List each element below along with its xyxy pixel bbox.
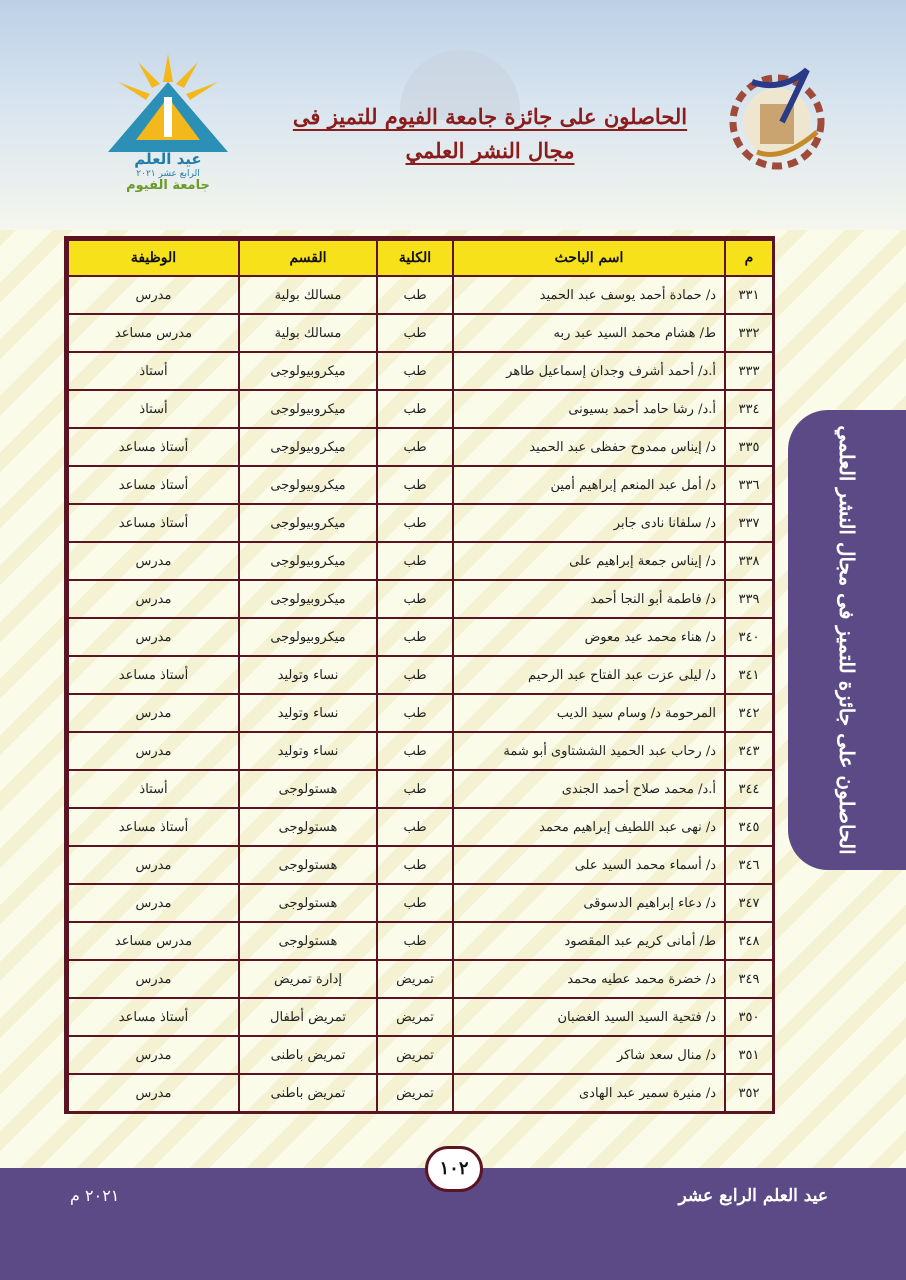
cell-researcher-name: د/ هناء محمد عيد معوض xyxy=(453,618,725,656)
cell-job-title: مدرس xyxy=(68,618,239,656)
table-row xyxy=(68,998,773,1036)
table-row xyxy=(68,884,773,922)
cell-department: تمريض باطنى xyxy=(239,1074,377,1112)
cell-row-number: ٣٥١ xyxy=(725,1036,773,1074)
cell-researcher-name: د/ خضرة محمد عطيه محمد xyxy=(453,960,725,998)
cell-researcher-name: د/ منيرة سمير عبد الهادى xyxy=(453,1074,725,1112)
table-row xyxy=(68,276,773,314)
table-row xyxy=(68,1074,773,1112)
cell-department: إدارة تمريض xyxy=(239,960,377,998)
cell-department: هستولوجى xyxy=(239,884,377,922)
cell-faculty: طب xyxy=(377,428,453,466)
table-row xyxy=(68,922,773,960)
cell-department: هستولوجى xyxy=(239,770,377,808)
cell-row-number: ٣٤٤ xyxy=(725,770,773,808)
cell-department: ميكروبيولوجى xyxy=(239,466,377,504)
column-header-job: الوظيفة xyxy=(68,240,239,276)
cell-department: ميكروبيولوجى xyxy=(239,580,377,618)
cell-job-title: مدرس xyxy=(68,1036,239,1074)
cell-job-title: مدرس xyxy=(68,884,239,922)
cell-researcher-name: د/ منال سعد شاكر xyxy=(453,1036,725,1074)
cell-job-title: مدرس xyxy=(68,732,239,770)
cell-faculty: طب xyxy=(377,352,453,390)
cell-researcher-name: د/ إيناس جمعة إبراهيم على xyxy=(453,542,725,580)
cell-researcher-name: د/ أمل عبد المنعم إبراهيم أمين xyxy=(453,466,725,504)
cell-job-title: أستاذ xyxy=(68,352,239,390)
cell-row-number: ٣٤٥ xyxy=(725,808,773,846)
cell-faculty: طب xyxy=(377,504,453,542)
cell-faculty: طب xyxy=(377,390,453,428)
table-row xyxy=(68,656,773,694)
cell-department: ميكروبيولوجى xyxy=(239,390,377,428)
cell-row-number: ٣٤٣ xyxy=(725,732,773,770)
cell-department: تمريض أطفال xyxy=(239,998,377,1036)
cell-faculty: طب xyxy=(377,466,453,504)
science-day-logo xyxy=(78,52,258,192)
cell-department: هستولوجى xyxy=(239,846,377,884)
cell-faculty: تمريض xyxy=(377,998,453,1036)
cell-faculty: طب xyxy=(377,580,453,618)
footer-event-name: عيد العلم الرابع عشر xyxy=(678,1186,828,1206)
side-tab xyxy=(788,410,906,870)
table-row xyxy=(68,542,773,580)
cell-researcher-name: د/ فتحية السيد السيد الغضبان xyxy=(453,998,725,1036)
column-header-number: م xyxy=(725,240,773,276)
cell-job-title: مدرس xyxy=(68,960,239,998)
table-row xyxy=(68,1036,773,1074)
cell-faculty: تمريض xyxy=(377,1036,453,1074)
cell-row-number: ٣٤١ xyxy=(725,656,773,694)
cell-researcher-name: د/ نهى عبد اللطيف إبراهيم محمد xyxy=(453,808,725,846)
table-row xyxy=(68,580,773,618)
cell-job-title: مدرس xyxy=(68,1074,239,1112)
footer-year: ٢٠٢١ م xyxy=(70,1186,120,1205)
cell-researcher-name: المرحومة د/ وسام سيد الديب xyxy=(453,694,725,732)
cell-researcher-name: د/ حمادة أحمد يوسف عبد الحميد xyxy=(453,276,725,314)
column-header-name: اسم الباحث xyxy=(453,240,725,276)
cell-job-title: أستاذ xyxy=(68,390,239,428)
table-row xyxy=(68,846,773,884)
cell-researcher-name: ط/ أمانى كريم عبد المقصود xyxy=(453,922,725,960)
cell-job-title: مدرس xyxy=(68,276,239,314)
cell-researcher-name: ط/ هشام محمد السيد عبد ربه xyxy=(453,314,725,352)
cell-row-number: ٣٤٨ xyxy=(725,922,773,960)
cell-row-number: ٣٣٨ xyxy=(725,542,773,580)
cell-row-number: ٣٤٩ xyxy=(725,960,773,998)
svg-text:الرابع عشر ٢٠٢١: الرابع عشر ٢٠٢١ xyxy=(136,169,200,179)
table-row xyxy=(68,960,773,998)
table-row xyxy=(68,808,773,846)
cell-department: ميكروبيولوجى xyxy=(239,428,377,466)
cell-researcher-name: د/ سلفانا نادى جابر xyxy=(453,504,725,542)
cell-row-number: ٣٣١ xyxy=(725,276,773,314)
cell-job-title: أستاذ مساعد xyxy=(68,504,239,542)
table-row xyxy=(68,618,773,656)
cell-row-number: ٣٣٤ xyxy=(725,390,773,428)
cell-department: ميكروبيولوجى xyxy=(239,504,377,542)
cell-job-title: أستاذ xyxy=(68,770,239,808)
cell-department: نساء وتوليد xyxy=(239,694,377,732)
cell-faculty: طب xyxy=(377,770,453,808)
cell-row-number: ٣٣٥ xyxy=(725,428,773,466)
cell-department: مسالك بولية xyxy=(239,276,377,314)
cell-department: هستولوجى xyxy=(239,808,377,846)
cell-researcher-name: أ.د/ محمد صلاح أحمد الجندى xyxy=(453,770,725,808)
table-row xyxy=(68,390,773,428)
table-row xyxy=(68,428,773,466)
cell-researcher-name: د/ دعاء إبراهيم الدسوقى xyxy=(453,884,725,922)
title-line-1: الحاصلون على جائزة جامعة الفيوم للتميز فى xyxy=(292,104,688,129)
cell-department: ميكروبيولوجى xyxy=(239,542,377,580)
awardees-table xyxy=(64,236,775,1114)
cell-department: ميكروبيولوجى xyxy=(239,618,377,656)
cell-faculty: طب xyxy=(377,694,453,732)
column-header-department: القسم xyxy=(239,240,377,276)
cell-department: نساء وتوليد xyxy=(239,656,377,694)
cell-faculty: طب xyxy=(377,884,453,922)
cell-job-title: مدرس xyxy=(68,580,239,618)
cell-row-number: ٣٣٢ xyxy=(725,314,773,352)
cell-researcher-name: د/ فاطمة أبو النجا أحمد xyxy=(453,580,725,618)
cell-job-title: أستاذ مساعد xyxy=(68,998,239,1036)
cell-row-number: ٣٤٠ xyxy=(725,618,773,656)
page-number: ١٠٢ xyxy=(425,1146,483,1192)
cell-row-number: ٣٤٧ xyxy=(725,884,773,922)
cell-job-title: أستاذ مساعد xyxy=(68,428,239,466)
cell-job-title: مدرس مساعد xyxy=(68,922,239,960)
cell-researcher-name: أ.د/ أحمد أشرف وجدان إسماعيل طاهر xyxy=(453,352,725,390)
cell-faculty: طب xyxy=(377,922,453,960)
cell-faculty: طب xyxy=(377,808,453,846)
cell-researcher-name: د/ إيناس ممدوح حفظى عبد الحميد xyxy=(453,428,725,466)
cell-faculty: طب xyxy=(377,656,453,694)
cell-faculty: تمريض xyxy=(377,960,453,998)
cell-job-title: مدرس xyxy=(68,542,239,580)
cell-job-title: أستاذ مساعد xyxy=(68,656,239,694)
side-tab-label: الحاصلون على جائزة للتميز فى مجال النشر العلمي xyxy=(835,425,859,855)
fayoum-university-emblem-icon xyxy=(722,62,832,182)
cell-faculty: طب xyxy=(377,732,453,770)
table-row xyxy=(68,314,773,352)
svg-text:جامعة الفيوم: جامعة الفيوم xyxy=(126,178,210,192)
cell-faculty: طب xyxy=(377,314,453,352)
cell-department: هستولوجى xyxy=(239,922,377,960)
svg-text:عيد العلم: عيد العلم xyxy=(134,150,202,168)
cell-job-title: مدرس xyxy=(68,846,239,884)
cell-row-number: ٣٣٣ xyxy=(725,352,773,390)
table-header-row xyxy=(68,240,773,276)
cell-row-number: ٣٥٢ xyxy=(725,1074,773,1112)
cell-department: تمريض باطنى xyxy=(239,1036,377,1074)
column-header-faculty: الكلية xyxy=(377,240,453,276)
cell-row-number: ٣٤٦ xyxy=(725,846,773,884)
table-row xyxy=(68,352,773,390)
cell-job-title: مدرس xyxy=(68,694,239,732)
cell-job-title: أستاذ مساعد xyxy=(68,808,239,846)
cell-row-number: ٣٥٠ xyxy=(725,998,773,1036)
cell-faculty: طب xyxy=(377,276,453,314)
cell-faculty: تمريض xyxy=(377,1074,453,1112)
cell-row-number: ٣٣٦ xyxy=(725,466,773,504)
cell-row-number: ٣٣٧ xyxy=(725,504,773,542)
table-row xyxy=(68,694,773,732)
cell-department: مسالك بولية xyxy=(239,314,377,352)
cell-faculty: طب xyxy=(377,618,453,656)
table-row xyxy=(68,466,773,504)
cell-job-title: مدرس مساعد xyxy=(68,314,239,352)
cell-job-title: أستاذ مساعد xyxy=(68,466,239,504)
table-row xyxy=(68,770,773,808)
cell-researcher-name: د/ أسماء محمد السيد على xyxy=(453,846,725,884)
table-row xyxy=(68,504,773,542)
cell-row-number: ٣٣٩ xyxy=(725,580,773,618)
cell-row-number: ٣٤٢ xyxy=(725,694,773,732)
cell-researcher-name: د/ رحاب عبد الحميد الششتاوى أبو شمة xyxy=(453,732,725,770)
cell-department: نساء وتوليد xyxy=(239,732,377,770)
cell-researcher-name: أ.د/ رشا حامد أحمد بسيونى xyxy=(453,390,725,428)
table-row xyxy=(68,732,773,770)
title-line-2: مجال النشر العلمي xyxy=(405,138,575,163)
cell-researcher-name: د/ ليلى عزت عبد الفتاح عبد الرحيم xyxy=(453,656,725,694)
cell-faculty: طب xyxy=(377,542,453,580)
cell-department: ميكروبيولوجى xyxy=(239,352,377,390)
cell-faculty: طب xyxy=(377,846,453,884)
page-title xyxy=(280,100,700,168)
